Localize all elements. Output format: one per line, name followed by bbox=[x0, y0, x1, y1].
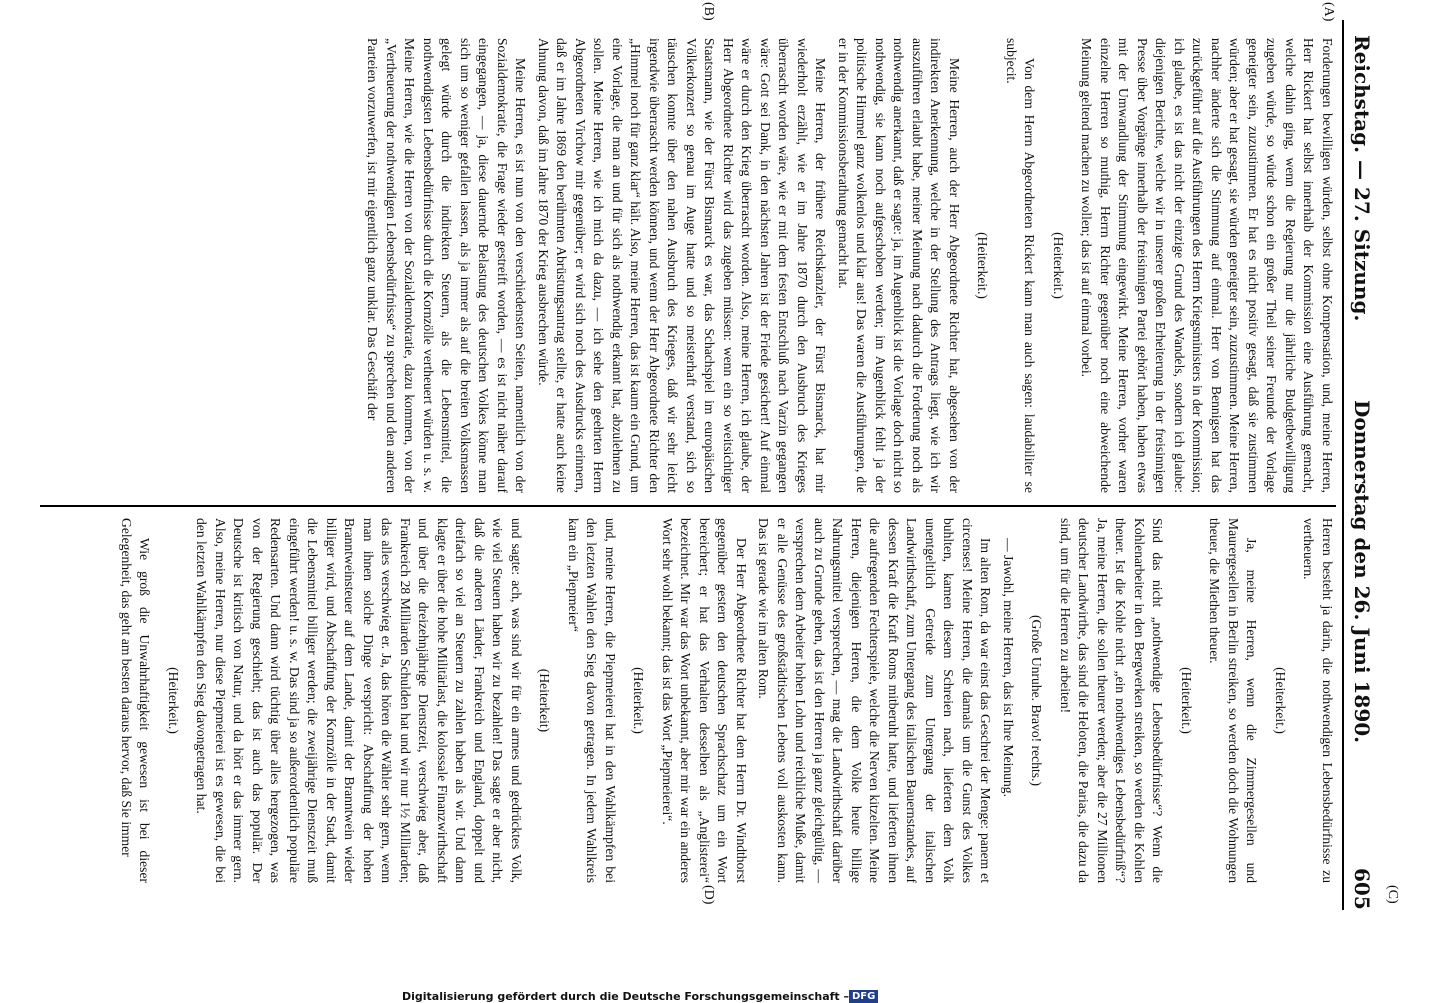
paragraph: Forderungen bewilligen würden, selbst ohne Kompensation, und, meine Herren, Herr Rickert hat selbst innerhalb der Kommission eine Ausführung gemacht, welche dahin ging, wenn die Regierung nur die jährliche Budgetbewilligung zugeben würde, so würde schon ein großer Theil seiner Freunde der Vorlage geneigter sein, zuzustimmen. Er hat es nicht positiv gesagt, daß sie zustimmen würden; aber er hat gesagt, sie würden geneigter sein, zuzustimmen. Meine Herren, nachher änderte sich die Stimmung auf einmal. Herr von Bennigsen hat das zurückgeführt auf die Ausführungen des Herrn Kriegsministers in der Kommission; ich glaube, es ist das nicht der einzige Grund des Wandels, sondern ich glaube: diejenigen Berichte, welche wir in unserer großen Erheiterung in der freisinnigen Presse über Vorgänge innerhalb der freisinnigen Partei gehört haben, haben etwas mit der Umwandlung der Stimmung eingewirkt. Meine Herren, vorher waren einzelne Herren so muthig, Herrn Richter gegenüber noch eine abweichende Meinung geltend machen zu wollen; das ist auf einmal vorbei. bbox=[1079, 38, 1335, 493]
margin-marker-b: (B) bbox=[701, 2, 716, 21]
page-number: 605 bbox=[1350, 868, 1374, 910]
paragraph: Wie groß die Unwahrhaftigkeit gewesen ist bei dieser Gelegenheit, das geht am besten daraus hervor, daß Sie immer bbox=[119, 518, 153, 883]
paragraph: Ja, meine Herren, wenn die Zimmergesellen und Maurergesellen in Berlin streiken, so werden doch die Wohnungen theuer, die Miethen theuer. bbox=[1207, 518, 1260, 883]
paragraph: Der Herr Abgeordnete Richter hat dem Herrn Dr. Windthorst gegenüber gestern den deutschen Sprachschatz um ein Wort bereichert; er hat das Verhalten desselben als „Anglisterei“ bezeichnet. Mir war das Wort unbekannt, aber mir war ein anderes Wort sehr wohl bekannt; das ist das Wort „Piepmeierei“. bbox=[660, 518, 749, 883]
left-column bbox=[359, 38, 1336, 493]
paragraph: — Jawohl, meine Herren, das ist Ihre Meinung. bbox=[1001, 538, 1016, 797]
dfg-logo: DFG bbox=[849, 990, 878, 1003]
stage-direction: (Heiterkeit.) bbox=[1051, 232, 1066, 299]
column-divider bbox=[40, 505, 1336, 507]
digitization-credit bbox=[402, 990, 876, 1003]
stage-direction: (Heiterkeit) bbox=[537, 668, 553, 733]
stage-direction: (Heiterkeit.) bbox=[1179, 667, 1194, 734]
paragraph: Herren besteht ja darin, die nothwendigen Lebensbedürfnisse zu vertheuern. bbox=[1301, 518, 1335, 883]
credit-text: Digitalisierung gefördert durch die Deutsche Forschungsgemeinschaft – bbox=[402, 990, 849, 1003]
paragraph: Von dem Herrn Abgeordneten Rickert kann man auch sagen: laudabiliter se subjecit. bbox=[1004, 38, 1038, 493]
header-rule bbox=[1342, 20, 1344, 910]
margin-marker-c: (C) bbox=[1385, 885, 1400, 904]
paragraph: und sagte: ach, was sind wir für ein armes und gedrücktes Volk, wie viel Steuern haben wir zu bezahlen! Das sagte er aber nicht, daß die anderen Länder, Frankreich und England, doppelt und dreifach so viel an Steuern zu zahlen haben als wir. Und dann klagte er über die hohe Militärlast, die kolossale Finanzwirthschaft und über die dreizehnjährige Dienstzeit, verschwieg aber, daß Frankreich 28 Milliarden Schulden hat und wir nur 1½ Milliarden; das alles verschwieg er. Ja, das hören die Wähler sehr gern, wenn man ihnen solche Dinge verspricht: Abschaffung der hohen Branntweinsteuer auf dem Lande, damit der Branntwein wieder billiger wird, und Abschaffung der Kornzölle in der Stadt, damit die Lebensmittel billiger werden; die zweijährige Dienstzeit muß eingeführt werden! u. s. w. Das sind ja so außerordentlich populäre Redensarten. Und dann wird tüchtig über alles hergezogen, was von der Regierung geschieht; das ist auch das populär. Der Deutsche ist kritisch von Natur, und da hört er das immer gern. Also, meine Herren, nur diese Piepmeierei ist es gewesen, die bei den letzten Wahlkämpfen den Sieg davongetragen hat. bbox=[194, 518, 524, 883]
stage-direction: (Heiterkeit.) bbox=[631, 667, 647, 734]
paragraph: und, meine Herren, die Piepmeierei hat in den Wahlkämpfen bei den letzten Wahlen den Sieg davon getragen. In jedem Wahlkreis kam ein „Piepmeier“ bbox=[566, 518, 618, 883]
paragraph: Meine Herren, auch der Herr Abgeordnete Richter hat, abgesehen von der indirekten Anerkennung, welche in der Stellung des Antrags liegt, wie ich wir auszuführen erlaubt habe, meiner Meinung nach dadurch die Forderung noch als nothwendig anerkannt, daß er sagte: ja, im Augenblick ist die Vorlage doch nicht so nothwendig, sie kann noch aufgeschoben werden; im Augenblick fehlt ja der politische Himmel ganz wolkenlos und klar aus! Das waren die Ausführungen, die er in der Kommissionsberathung gemacht hat. bbox=[836, 38, 962, 493]
margin-marker-d: (D) bbox=[701, 885, 716, 905]
stage-direction: (Heiterkeit.) bbox=[1273, 667, 1288, 734]
paragraph: Im alten Rom, da war einst das Geschrei der Menge: panem et circenses! Meine Herren, die damals um die Gunst des Volkes buhlten, kamen diesem Schreien nach, lieferten dem Volk unentgeltlich Getreide zum Untergang der italischen Landwirthschaft, zum Untergang des italischen Bauernstandes, auf dessen Kraft die Kraft Roms mitberuht hatte, und lieferten ihnen die aufregenden Fechterspiele, welche die Nerven kitzelten. Meine Herren, diejenigen Herren, die dem Volke heute billige Nahrungsmittel versprechen, — mag die Landwirthschaft darüber auch zu Grunde gehen, das ist den Herren ja ganz gleichgültig, — versprechen dem Arbeiter hohen Lohn und reichliche Muße, damit er alle Genüsse des großstädtischen Lebens voll auskosten kann. Das ist gerade wie im alten Rom. bbox=[756, 518, 994, 883]
paragraph: Sind das nicht „nothwendige Lebensbedürfnisse“? Wenn die Kohlenarbeiter in den Bergwerken streiken, so werden die Kohlen theuer. Ist die Kohle nicht „ein nothwendiges Lebensbedürfniß“? Ja, meine Herren, die sollen theurer werden; aber die 27 Millionen deutscher Landwirthe, das sind die Heloten, die Parias, die dazu da sind, um für die Herren zu arbeiten! bbox=[1058, 518, 1166, 883]
paragraph: Meine Herren, es ist nun von den verschiedensten Seiten, namentlich von der Sozialdemokratie, die Frage wieder gestreift worden, — es ist nicht näher darauf eingegangen, — ja, diese dauernde Belastung des deutschen Volkes könne man sich um so weniger gefallen lassen, als ja immer als auf die breiten Volksmassen gelegt würde durch die indirekten Steuern, als die Lebensmittel, die nothwendigsten Lebensbedürfnisse durch die Kornzölle vertheuert würden u. s. w. Meine Herren, wie die Herren von der Sozialdemokratie, dazu kommen, von der „Vertheuerung der nothwendigen Lebensbedürfnisse“ zu sprechen und den anderen Parteien vorzuwerfen, ist mir eigentlich ganz unklar. Das Geschäft der bbox=[365, 38, 529, 493]
margin-marker-a: (A) bbox=[1321, 2, 1336, 22]
right-column bbox=[113, 518, 1337, 883]
stage-direction: (Große Unruhe. Bravo! rechts.) bbox=[1029, 615, 1045, 786]
stage-direction: (Heiterkeit.) bbox=[975, 232, 991, 299]
header-session: Reichstag. — 27. Sitzung. bbox=[1350, 35, 1374, 322]
paragraph: Meine Herren, der frühere Reichskanzler, der Fürst Bismarck, hat mir wiederholt erzählt, wie er im Jahre 1870 durch den Ausbruch des Krieges überrascht worden wäre, wie er mit dem festen Entschluß nach Varzin gegangen wäre: Gott sei Dank, in den nächsten Jahren ist der Friede gesichert! Auf einmal wäre er durch den Krieg überrascht worden. Also, meine Herren, ich glaube, der Herr Abgeordnete Richter wird das zugeben müssen: wenn ein so weitsichtiger Staatsmann, wie der Fürst Bismarck es war, das Schachspiel im europäischen Völkerkonzert so genau im Auge hatte und so meisterhaft verstand, sich so täuschen konnte über den nahen Ausbruch des Krieges, daß wir sehr leicht irgendwie überrascht werden können, und wenn der Herr Abgeordnete Richter den „Himmel noch für ganz klar“ hält. Also, meine Herren, das ist kaum ein Grund, um eine Vorlage, die man an und für sich als nothwendig erkannt hat, abzulehnen zu sollen. Meine Herren, wie ich mich da dazu, — ich sehe den geehrten Herrn Abgeordneten Virchow mir gegenüber; er wird sich noch des Ausdrucks erinnern, daß er im Jahre 1869 den berühmten Abrüstungsantrag stellte, er hatte auch keine Ahnung davon, daß im Jahre 1870 der Krieg ausbrechen würde. bbox=[536, 38, 829, 493]
header-date: Donnerstag den 26. Juni 1890. bbox=[1350, 400, 1374, 744]
stage-direction: (Heiterkeit.) bbox=[166, 667, 181, 734]
